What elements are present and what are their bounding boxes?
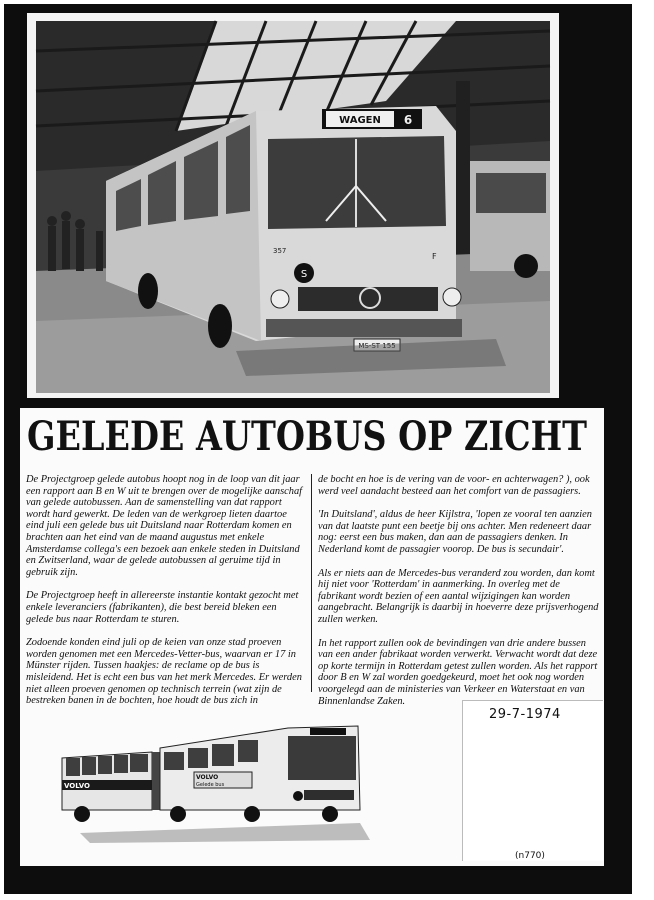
newspaper-clipping [20,408,604,866]
date-stamp-panel [462,700,603,861]
side-ad-2: Gelede bus [196,782,225,788]
article-paragraph: de bocht en hoe is de vering van de voor- en achterwagen? ), ook werd veel aandacht besteed aan het comfort van de passagiers. [318,474,590,497]
article-paragraph: De Projectgroep gelede autobus hoopt nog in de loop van dit jaar een rapport aan B en W uit te brengen over de mogelijke aanschaf van gelede autobussen. Aan de samenstelling van dat rapport wordt hard gewerkt. De leden van de werkgroep lieten daartoe eind juli een gelede bus uit Duitsland naar Rotterdam komen en brachten aan het eind van de maand augustus met enkele Amsterdamse collega's een bezoek aan enkele steden in Duitsland en Zwitserland, waar de gelede autobussen al geruime tijd in gebruik zijn. [26,474,303,578]
archive-mark: (n770) [515,851,545,861]
bus-garage-photo [36,21,550,393]
article-paragraph: Als er niets aan de Mercedes-bus veranderd zou worden, dan komt hij niet voor 'Rotterdam' in aanmerking. In overleg met de fabrikant wordt bezien of een aantal wijzigingen kan worden aangebracht. Belangrijk is daarbij in hoeverre deze prijsverhogend zullen werken. [318,567,599,625]
articulated-bus-illustration [60,718,380,843]
side-ad-1: VOLVO [196,774,219,781]
article-column-right [318,474,600,719]
fleet-number: 357 [273,247,287,255]
column-divider [311,474,312,692]
article-paragraph: In het rapport zullen ook de bevindingen van drie andere bussen van een ander fabrikaat worden verwerkt. Verwacht wordt dat deze op korte termijn in Rotterdam getest zullen worden. Als het rapport door B en W zal worden goedgekeurd, moet het ook nog worden voorgelegd aan de ministeries van Verkeer en Waterstaat en van Binnenlandse Zaken. [318,637,598,707]
route-number: 6 [403,113,413,127]
fleet-letter: F [432,252,437,261]
bus-livery-text: VOLVO [64,782,90,790]
article-paragraph: 'In Duitsland', aldus de heer Kijlstra, 'lopen ze vooral ten aanzien van dat laatste punt een beetje bij ons achter. Men redeneert daar nog: eerst een bus maken, dan aan de passagiers denken. In Nederland komt de passagier voorop. De bus is secundair'. [318,509,592,555]
headline-banner [24,412,590,460]
destination-sign-text: WAGEN [339,115,381,126]
article-headline: GELEDE AUTOBUS OP ZICHT [27,413,588,460]
handwritten-date: 29-7-1974 [489,707,561,722]
article-column-left [26,474,306,719]
svg-text:S: S [300,269,308,280]
article-paragraph: De Projectgroep heeft in allereerste instantie kontakt gezocht met enkele leveranciers (fabrikanten), die best bereid bleken een gelede bus naar Rotterdam te sturen. [26,590,299,625]
photo-frame [27,13,559,398]
article-paragraph: Zodoende konden eind juli op de keien van onze stad proeven worden genomen met een Mercedes-Vetter-bus, waarvan er 17 in Münster rijden. Tussen haakjes: de reclame op de bus is misleidend. Het is echt een bus van het merk Mercedes. Er werden niet alleen proeven genomen op technisch terrein (wat zijn de bestreken banen in de bochten, hoe houdt de bus zich in [26,637,302,707]
black-mounting-board [4,4,632,894]
